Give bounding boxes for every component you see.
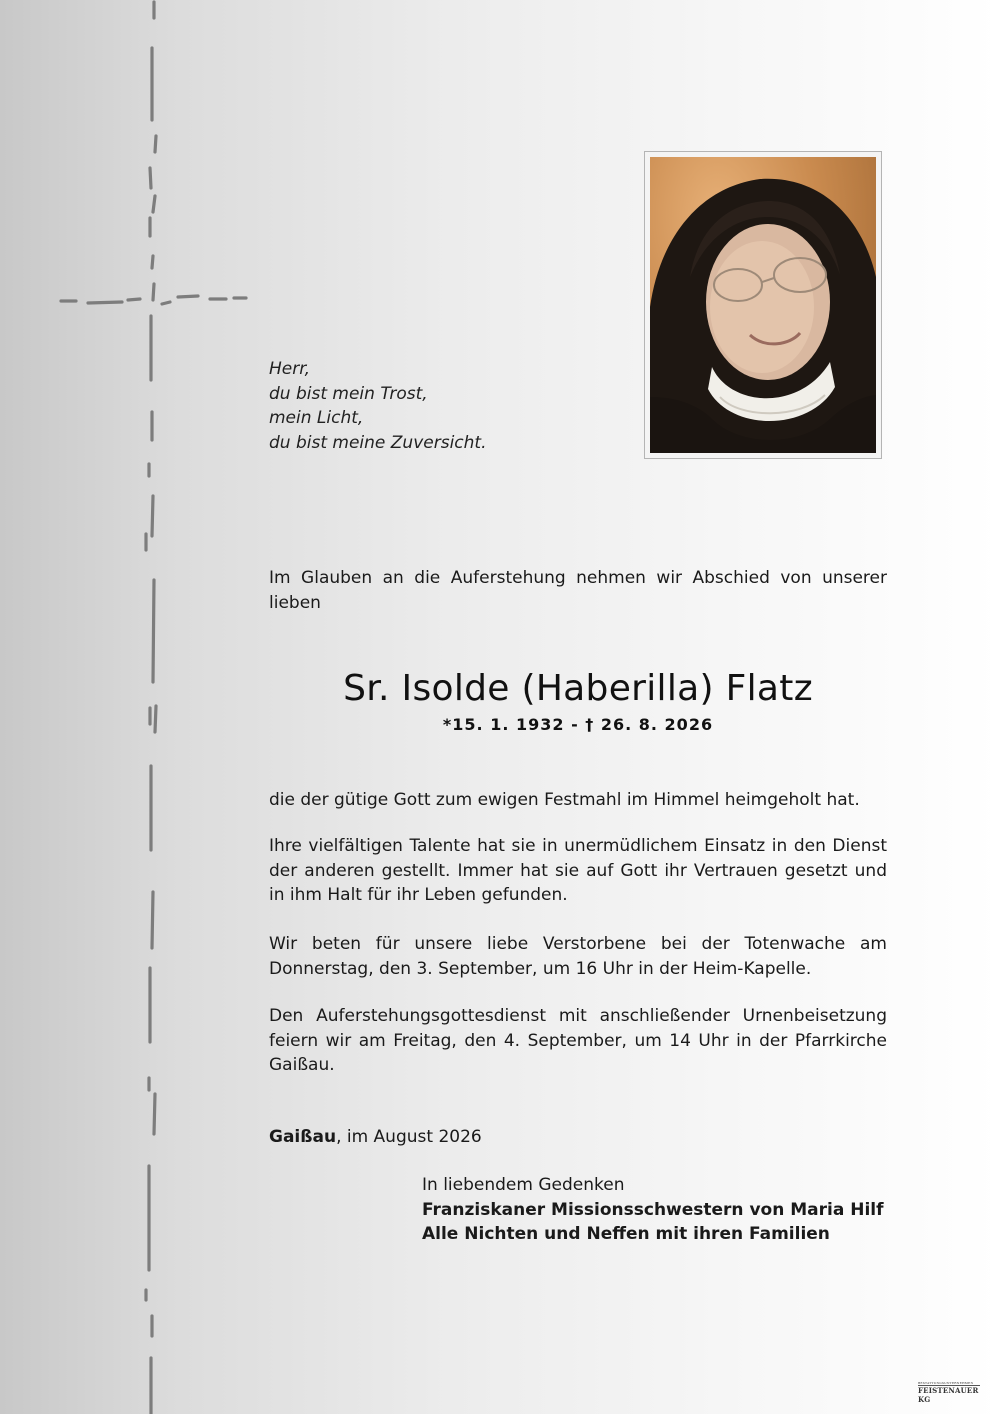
paragraph: die der gütige Gott zum ewigen Festmahl im Himmel heimgeholt hat. xyxy=(269,790,860,810)
logo-name: FEISTENAUER KG xyxy=(918,1386,979,1404)
intro-text: Im Glauben an die Auferstehung nehmen wir Abschied von unserer lieben xyxy=(269,568,887,613)
portrait-photo xyxy=(650,157,876,453)
paragraph: Wir beten für unsere liebe Verstorbene bei der Totenwache am Donnerstag, den 3. September, um 16 Uhr in der Heim-Kapelle. xyxy=(269,934,887,979)
place-name: Gaißau xyxy=(269,1127,337,1147)
signoff-line: Franziskaner Missionsschwestern von Maria Hilf xyxy=(422,1199,884,1220)
paragraph: Ihre vielfältigen Talente hat sie in unermüdlichem Einsatz in den Dienst der anderen gestellt. Immer hat sie auf Gott ihr Vertrauen gesetzt und in ihm Halt für ihr Leben gefunden. xyxy=(269,836,887,905)
deceased-name: Sr. Isolde (Haberilla) Flatz xyxy=(343,668,813,709)
signoff-intro: In liebendem Gedenken xyxy=(422,1175,625,1195)
portrait-frame xyxy=(644,151,882,459)
life-dates: *15. 1. 1932 - † 26. 8. 2026 xyxy=(442,715,714,734)
signoff xyxy=(422,1173,884,1247)
cross-decoration xyxy=(0,0,260,1414)
verse-line: du bist mein Trost, xyxy=(269,383,428,404)
verse-line: Herr, xyxy=(269,359,311,379)
place-date xyxy=(269,1125,482,1150)
date-text: , im August 2026 xyxy=(336,1127,482,1147)
logo-small-text: BESTATTUNGSUNTERNEHMEN xyxy=(918,1381,980,1386)
signoff-line: Alle Nichten und Neffen mit ihren Familien xyxy=(422,1224,830,1244)
funeral-home-logo xyxy=(918,1381,980,1404)
verse xyxy=(269,357,487,455)
verse-line: mein Licht, xyxy=(269,408,364,428)
verse-line: du bist meine Zuversicht. xyxy=(269,432,487,453)
paragraph: Den Auferstehungsgottesdienst mit anschließender Urnenbeisetzung feiern wir am Freitag, den 4. September, um 14 Uhr in der Pfarrkirche Gaißau. xyxy=(269,1006,887,1075)
